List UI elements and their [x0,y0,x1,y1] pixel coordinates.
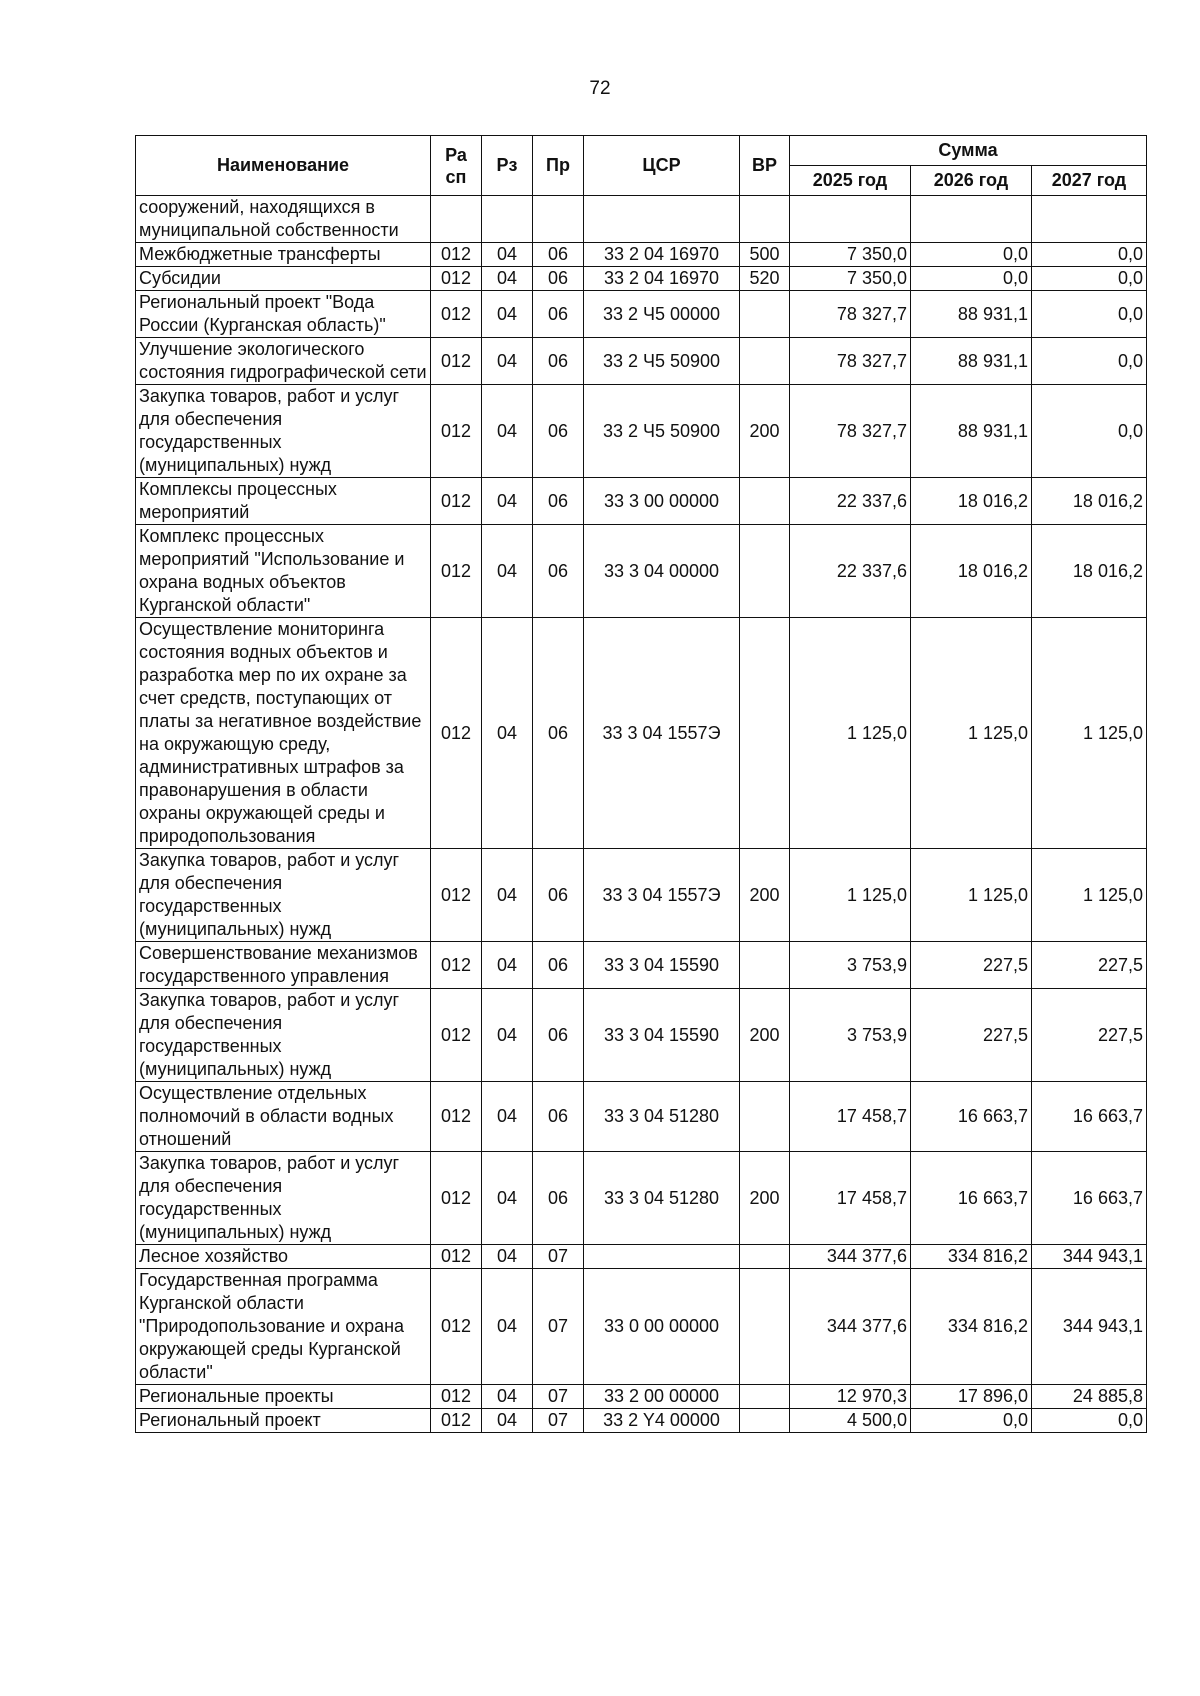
cell-sum-2026: 334 816,2 [911,1269,1032,1385]
cell-sum-2027: 16 663,7 [1032,1152,1147,1245]
cell-pr: 06 [533,243,584,267]
cell-rz: 04 [482,1269,533,1385]
header-name: Наименование [136,136,431,196]
cell-sum-2025: 17 458,7 [790,1082,911,1152]
cell-name: Межбюджетные трансферты [136,243,431,267]
cell-name: Субсидии [136,267,431,291]
cell-rasp: 012 [431,1409,482,1433]
cell-sum-2027: 0,0 [1032,267,1147,291]
table-header [136,136,1147,196]
cell-sum-2027: 227,5 [1032,942,1147,989]
cell-vr: 520 [740,267,790,291]
header-csr: ЦСР [584,136,740,196]
cell-csr: 33 2 04 16970 [584,267,740,291]
cell-sum-2026: 227,5 [911,989,1032,1082]
cell-rz: 04 [482,338,533,385]
cell-vr: 500 [740,243,790,267]
cell-sum-2026: 1 125,0 [911,618,1032,849]
cell-vr [740,478,790,525]
cell-rz: 04 [482,989,533,1082]
cell-sum-2025: 22 337,6 [790,525,911,618]
cell-sum-2025: 344 377,6 [790,1269,911,1385]
table-row [136,478,1147,525]
cell-pr: 06 [533,291,584,338]
cell-pr: 06 [533,525,584,618]
cell-name: Закупка товаров, работ и услуг для обеспечения государственных (муниципальных) нужд [136,1152,431,1245]
cell-sum-2027: 0,0 [1032,338,1147,385]
cell-rz: 04 [482,385,533,478]
cell-vr [740,618,790,849]
table-row [136,291,1147,338]
table-row [136,1409,1147,1433]
cell-vr [740,1409,790,1433]
page-number: 72 [589,78,611,99]
cell-csr [584,196,740,243]
cell-sum-2025: 3 753,9 [790,942,911,989]
cell-rasp: 012 [431,989,482,1082]
cell-csr: 33 3 04 51280 [584,1082,740,1152]
cell-rasp: 012 [431,1152,482,1245]
cell-sum-2027: 0,0 [1032,243,1147,267]
cell-csr: 33 3 04 15590 [584,989,740,1082]
cell-sum-2027: 0,0 [1032,1409,1147,1433]
cell-rasp: 012 [431,338,482,385]
cell-csr: 33 3 04 1557Э [584,618,740,849]
budget-table [135,135,1147,1433]
cell-sum-2026: 88 931,1 [911,291,1032,338]
cell-sum-2025: 3 753,9 [790,989,911,1082]
table-row [136,1385,1147,1409]
cell-pr: 07 [533,1409,584,1433]
header-year-2025: 2025 год [790,166,911,196]
cell-sum-2026: 0,0 [911,267,1032,291]
cell-sum-2027: 1 125,0 [1032,618,1147,849]
cell-csr [584,1245,740,1269]
cell-sum-2027: 24 885,8 [1032,1385,1147,1409]
cell-csr: 33 2 00 00000 [584,1385,740,1409]
cell-pr: 06 [533,1152,584,1245]
cell-csr: 33 3 04 15590 [584,942,740,989]
header-year-2027: 2027 год [1032,166,1147,196]
cell-sum-2027: 344 943,1 [1032,1245,1147,1269]
table-row [136,385,1147,478]
cell-sum-2025: 17 458,7 [790,1152,911,1245]
cell-pr: 06 [533,385,584,478]
cell-pr: 06 [533,989,584,1082]
cell-sum-2027: 0,0 [1032,291,1147,338]
cell-name: Комплекс процессных мероприятий "Использование и охрана водных объектов Курганской области" [136,525,431,618]
cell-rz: 04 [482,1245,533,1269]
cell-pr: 07 [533,1245,584,1269]
table-row [136,338,1147,385]
cell-rasp: 012 [431,291,482,338]
cell-vr: 200 [740,385,790,478]
cell-csr: 33 2 Y4 00000 [584,1409,740,1433]
cell-rasp: 012 [431,1245,482,1269]
cell-sum-2025: 1 125,0 [790,849,911,942]
cell-sum-2027 [1032,196,1147,243]
cell-sum-2025: 344 377,6 [790,1245,911,1269]
header-vr: ВР [740,136,790,196]
cell-pr: 07 [533,1385,584,1409]
cell-csr: 33 3 04 00000 [584,525,740,618]
cell-rasp: 012 [431,1082,482,1152]
cell-sum-2026: 17 896,0 [911,1385,1032,1409]
cell-rasp [431,196,482,243]
cell-name: Улучшение экологического состояния гидрографической сети [136,338,431,385]
cell-vr [740,1269,790,1385]
cell-rz: 04 [482,243,533,267]
table-row [136,525,1147,618]
table-row [136,243,1147,267]
cell-rz: 04 [482,478,533,525]
cell-sum-2025: 1 125,0 [790,618,911,849]
header-year-2026: 2026 год [911,166,1032,196]
cell-sum-2026: 0,0 [911,243,1032,267]
cell-vr [740,338,790,385]
cell-name: Закупка товаров, работ и услуг для обеспечения государственных (муниципальных) нужд [136,989,431,1082]
cell-sum-2026: 227,5 [911,942,1032,989]
cell-csr: 33 3 04 1557Э [584,849,740,942]
cell-name: Региональные проекты [136,1385,431,1409]
cell-name: Закупка товаров, работ и услуг для обеспечения государственных (муниципальных) нужд [136,849,431,942]
cell-pr: 06 [533,618,584,849]
cell-sum-2026: 0,0 [911,1409,1032,1433]
cell-vr [740,942,790,989]
cell-sum-2025 [790,196,911,243]
cell-name: Лесное хозяйство [136,1245,431,1269]
cell-csr: 33 2 Ч5 50900 [584,338,740,385]
cell-csr: 33 3 00 00000 [584,478,740,525]
header-rasp: Ра сп [431,136,482,196]
cell-sum-2027: 16 663,7 [1032,1082,1147,1152]
cell-sum-2025: 12 970,3 [790,1385,911,1409]
cell-sum-2026: 16 663,7 [911,1152,1032,1245]
cell-rz: 04 [482,291,533,338]
cell-rasp: 012 [431,267,482,291]
cell-rasp: 012 [431,849,482,942]
cell-name: Государственная программа Курганской области "Природопользование и охрана окружающей среды Курганской области" [136,1269,431,1385]
cell-sum-2027: 18 016,2 [1032,525,1147,618]
cell-csr: 33 2 Ч5 50900 [584,385,740,478]
cell-pr: 06 [533,267,584,291]
cell-vr [740,525,790,618]
cell-name: Комплексы процессных мероприятий [136,478,431,525]
cell-sum-2026: 1 125,0 [911,849,1032,942]
cell-csr: 33 2 Ч5 00000 [584,291,740,338]
cell-rasp: 012 [431,243,482,267]
cell-rz: 04 [482,525,533,618]
cell-rz: 04 [482,1409,533,1433]
table-row [136,989,1147,1082]
cell-vr [740,1385,790,1409]
cell-vr: 200 [740,1152,790,1245]
table-row [136,618,1147,849]
cell-sum-2026: 88 931,1 [911,338,1032,385]
table-row [136,1269,1147,1385]
cell-rz: 04 [482,849,533,942]
cell-csr: 33 0 00 00000 [584,1269,740,1385]
cell-name: Совершенствование механизмов государственного управления [136,942,431,989]
cell-rasp: 012 [431,385,482,478]
cell-sum-2025: 78 327,7 [790,385,911,478]
cell-rz: 04 [482,942,533,989]
cell-sum-2027: 18 016,2 [1032,478,1147,525]
cell-rasp: 012 [431,478,482,525]
cell-vr [740,196,790,243]
cell-sum-2025: 7 350,0 [790,267,911,291]
table-row [136,849,1147,942]
cell-pr: 06 [533,338,584,385]
cell-pr: 06 [533,1082,584,1152]
cell-rz [482,196,533,243]
cell-name: Осуществление отдельных полномочий в области водных отношений [136,1082,431,1152]
table-row [136,1082,1147,1152]
cell-rasp: 012 [431,942,482,989]
cell-sum-2026: 18 016,2 [911,478,1032,525]
cell-rasp: 012 [431,1385,482,1409]
cell-rasp: 012 [431,618,482,849]
cell-pr: 06 [533,478,584,525]
cell-rasp: 012 [431,525,482,618]
cell-name: Осуществление мониторинга состояния водных объектов и разработка мер по их охране за счет средств, поступающих от платы за негативное воздействие на окружающую среду, административных штрафов за правонарушения в области охраны окружающей среды и природопользования [136,618,431,849]
table-body [136,196,1147,1433]
cell-vr [740,291,790,338]
cell-rasp: 012 [431,1269,482,1385]
cell-pr: 07 [533,1269,584,1385]
cell-sum-2025: 4 500,0 [790,1409,911,1433]
cell-sum-2027: 344 943,1 [1032,1269,1147,1385]
cell-sum-2025: 78 327,7 [790,291,911,338]
table-row [136,196,1147,243]
table-row [136,267,1147,291]
cell-sum-2026 [911,196,1032,243]
cell-name: Региональный проект [136,1409,431,1433]
header-sum: Сумма [790,136,1147,166]
table-row [136,1152,1147,1245]
cell-rz: 04 [482,618,533,849]
cell-name: сооружений, находящихся в муниципальной собственности [136,196,431,243]
cell-sum-2025: 22 337,6 [790,478,911,525]
cell-vr [740,1082,790,1152]
cell-pr: 06 [533,942,584,989]
cell-vr: 200 [740,849,790,942]
cell-sum-2026: 18 016,2 [911,525,1032,618]
cell-rz: 04 [482,1082,533,1152]
cell-name: Региональный проект "Вода России (Курганская область)" [136,291,431,338]
cell-sum-2027: 227,5 [1032,989,1147,1082]
cell-vr: 200 [740,989,790,1082]
cell-vr [740,1245,790,1269]
table-row [136,942,1147,989]
cell-pr: 06 [533,849,584,942]
cell-sum-2026: 334 816,2 [911,1245,1032,1269]
cell-csr: 33 2 04 16970 [584,243,740,267]
cell-rz: 04 [482,1152,533,1245]
cell-sum-2027: 1 125,0 [1032,849,1147,942]
cell-sum-2025: 7 350,0 [790,243,911,267]
header-rz: Рз [482,136,533,196]
cell-sum-2026: 16 663,7 [911,1082,1032,1152]
cell-name: Закупка товаров, работ и услуг для обеспечения государственных (муниципальных) нужд [136,385,431,478]
cell-sum-2027: 0,0 [1032,385,1147,478]
cell-rz: 04 [482,1385,533,1409]
table-row [136,1245,1147,1269]
cell-csr: 33 3 04 51280 [584,1152,740,1245]
cell-pr [533,196,584,243]
cell-sum-2026: 88 931,1 [911,385,1032,478]
cell-rz: 04 [482,267,533,291]
header-pr: Пр [533,136,584,196]
cell-sum-2025: 78 327,7 [790,338,911,385]
